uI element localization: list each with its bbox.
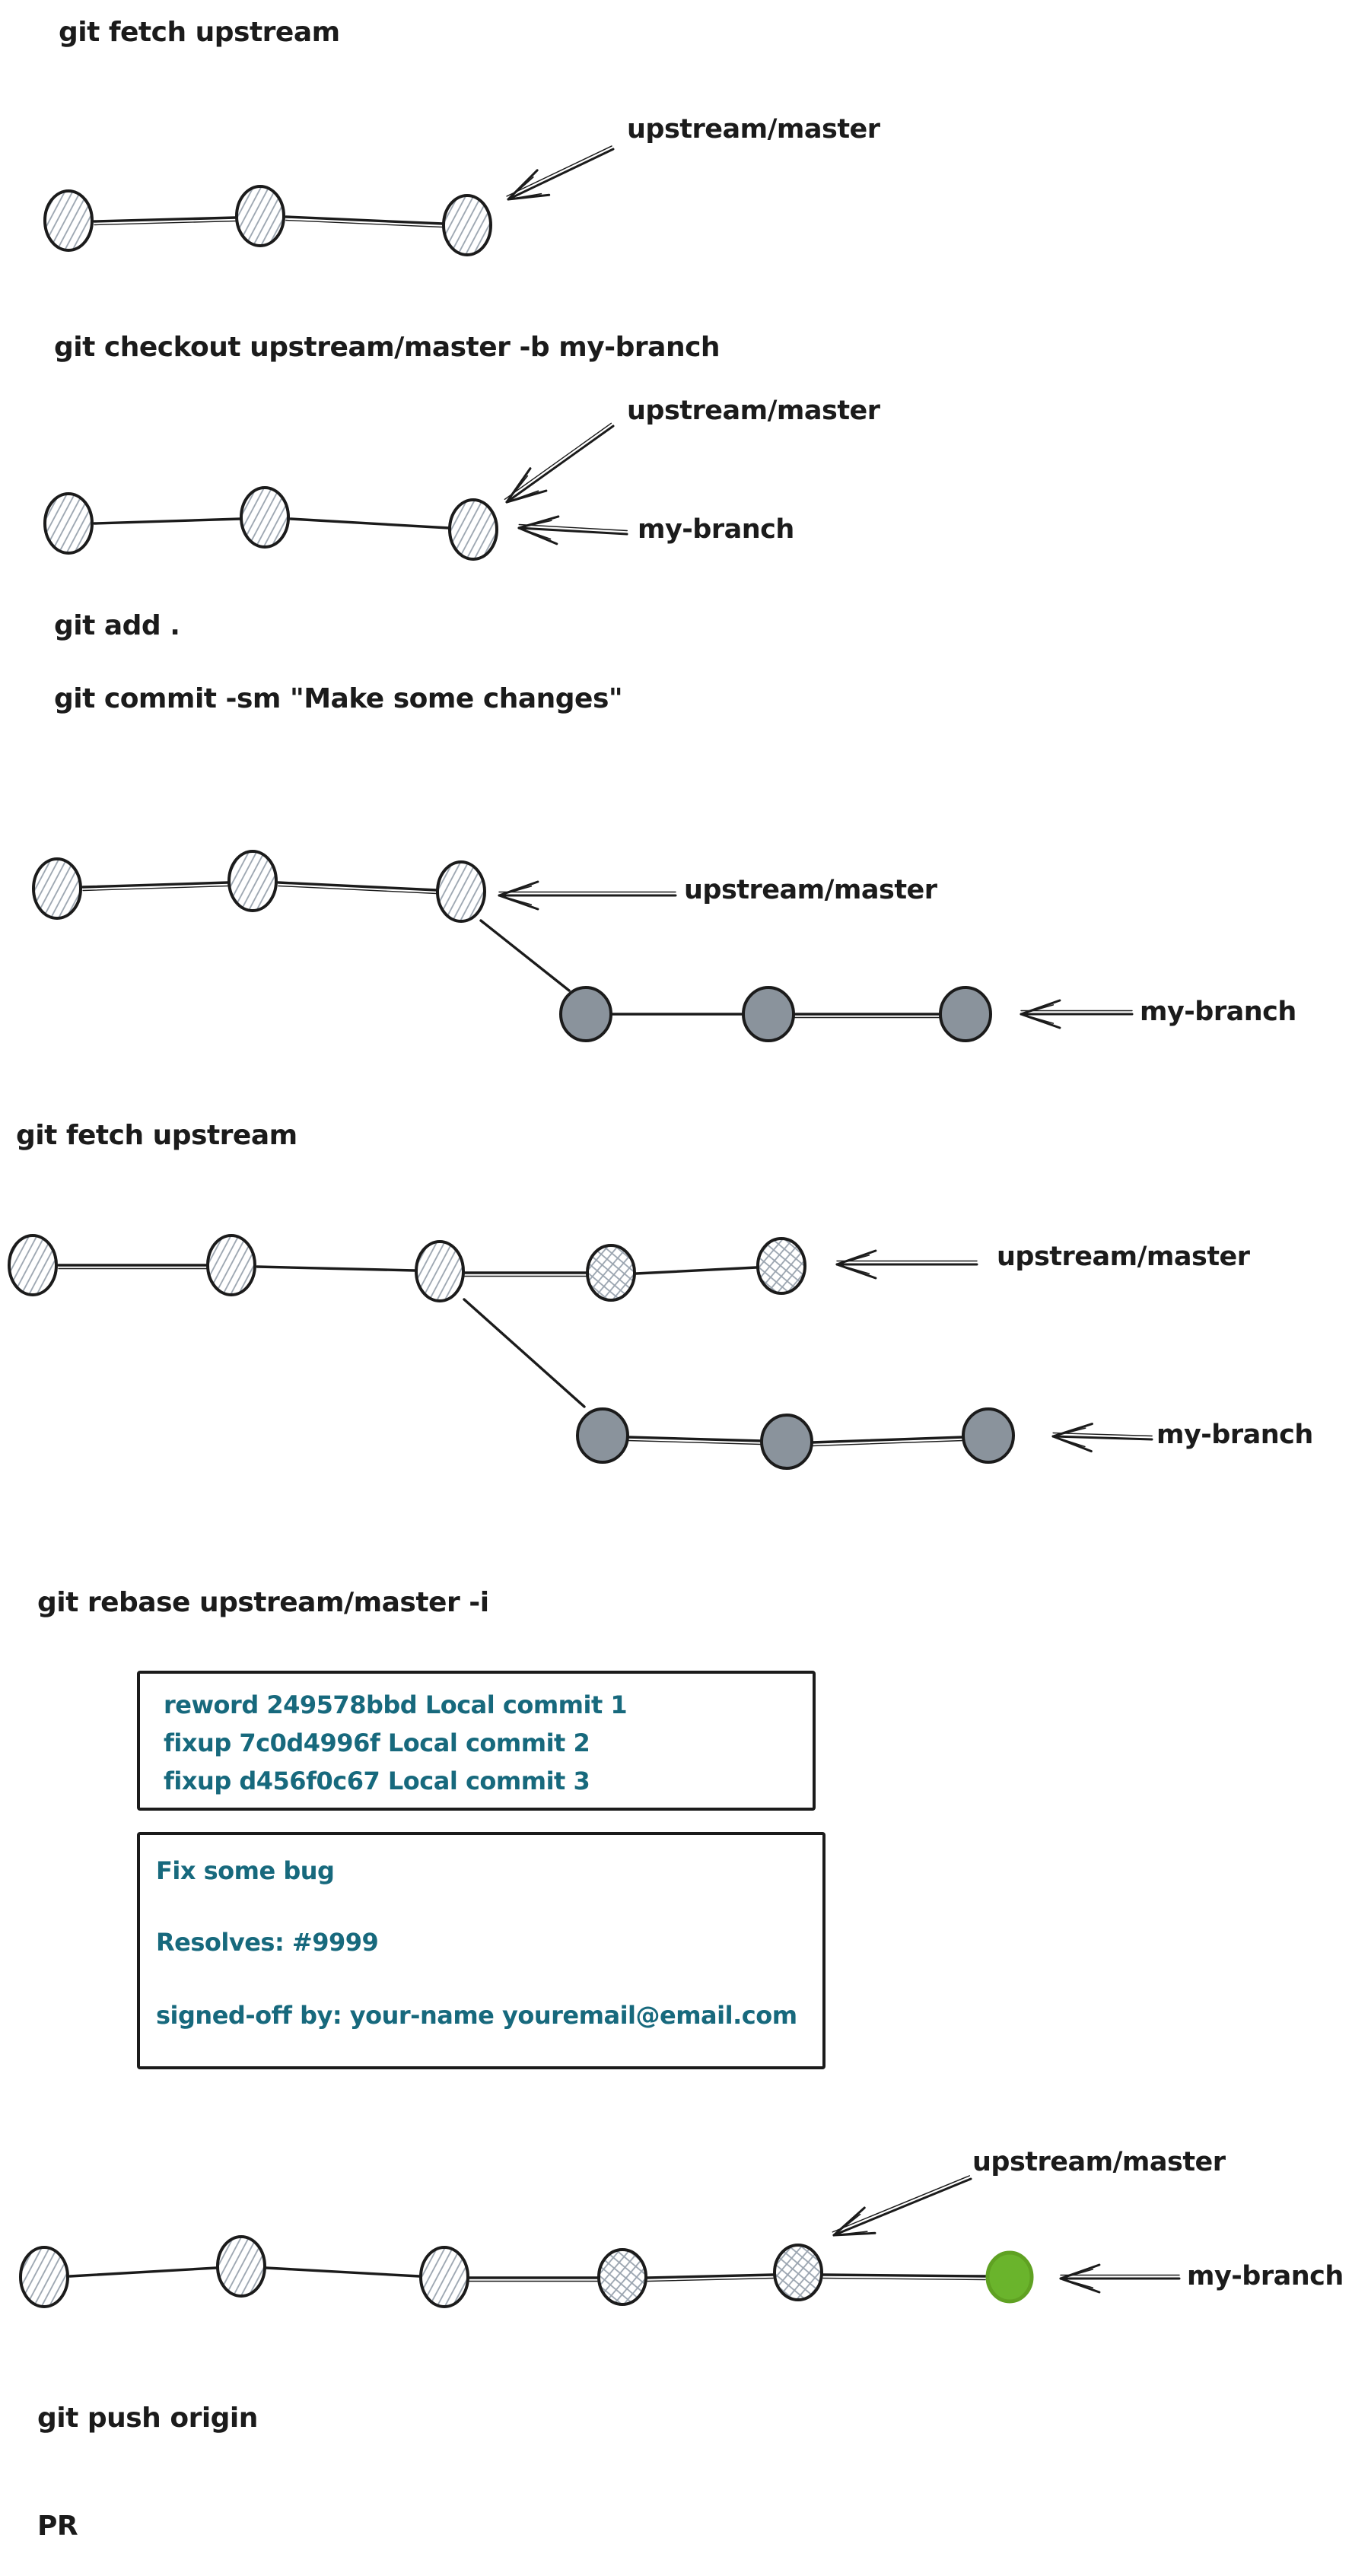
commit-edge <box>266 2268 419 2276</box>
command-git-checkout-branch: git checkout upstream/master -b my-branch <box>54 332 721 363</box>
label-upstream-master-1: upstream/master <box>627 114 880 145</box>
commit-node-local <box>762 1415 812 1468</box>
commit-node-upstream <box>45 494 92 553</box>
pr-label: PR <box>37 2511 78 2542</box>
branch-arrow-shaft <box>504 423 611 499</box>
branch-arrow-head <box>1021 1014 1053 1023</box>
commit-edge <box>291 519 449 528</box>
label-my-branch-4: my-branch <box>1187 2261 1344 2291</box>
commit-node-local <box>743 987 794 1041</box>
branch-arrow-head <box>1061 2269 1093 2279</box>
branch-arrow-head <box>499 886 531 895</box>
commit-node-local <box>940 987 991 1041</box>
branch-arrow-shaft <box>508 149 613 199</box>
branch-arrow-head <box>519 520 552 528</box>
command-git-commit: git commit -sm "Make some changes" <box>54 683 623 714</box>
commit-msg-resolves: Resolves: #9999 <box>156 1928 379 1957</box>
commit-msg-signed-off: signed-off by: your-name youremail@email.com <box>156 2001 797 2030</box>
branch-arrow-head <box>1061 2279 1093 2288</box>
label-upstream-master-4: upstream/master <box>997 1242 1250 1272</box>
commit-node-upstream <box>416 1242 463 1301</box>
commit-node-upstream <box>450 500 497 559</box>
command-git-fetch-upstream-2: git fetch upstream <box>16 1120 297 1151</box>
commit-edge <box>286 217 443 224</box>
commit-node-fetched <box>758 1239 805 1293</box>
commit-msg-subject: Fix some bug <box>156 1856 335 1885</box>
branch-arrow-shaft <box>1053 1433 1152 1436</box>
commit-edge <box>628 1437 762 1441</box>
commit-node-upstream <box>45 191 92 250</box>
branch-arrow-shaft <box>832 2176 969 2232</box>
commit-node-upstream <box>229 851 276 911</box>
label-upstream-master-5: upstream/master <box>972 2147 1226 2177</box>
commit-edge <box>257 1267 415 1271</box>
commit-edge <box>481 921 569 991</box>
label-my-branch-2: my-branch <box>1140 997 1296 1027</box>
commit-edge <box>94 519 240 523</box>
commit-node-local <box>561 987 611 1041</box>
branch-arrow-shaft <box>1053 1436 1152 1439</box>
commit-edge <box>278 883 437 890</box>
rebase-todo-line-2: fixup 7c0d4996f Local commit 2 <box>164 1728 590 1757</box>
command-git-add: git add . <box>54 610 180 641</box>
commit-node-upstream <box>237 186 284 246</box>
label-upstream-master-2: upstream/master <box>627 396 880 426</box>
label-my-branch-3: my-branch <box>1156 1420 1313 1450</box>
commit-node-local <box>963 1409 1013 1462</box>
commit-node-fetched <box>587 1245 635 1300</box>
commit-node-upstream <box>437 862 485 921</box>
commit-edge <box>823 2275 985 2276</box>
commit-node-local <box>577 1409 628 1462</box>
branch-arrow-head <box>499 895 531 905</box>
commit-edge <box>823 2278 985 2279</box>
branch-arrow-shaft <box>507 426 613 502</box>
commit-edge <box>636 1267 756 1274</box>
command-git-push-origin: git push origin <box>37 2403 258 2434</box>
commit-node-upstream <box>208 1236 255 1295</box>
commit-node-upstream <box>21 2247 68 2307</box>
commit-node-upstream <box>33 859 81 918</box>
label-my-branch-1: my-branch <box>638 514 794 545</box>
branch-arrow-head <box>837 1255 869 1264</box>
commit-node-upstream <box>421 2247 468 2307</box>
commit-node-fetched <box>599 2250 646 2304</box>
rebase-todo-line-3: fixup d456f0c67 Local commit 3 <box>164 1767 590 1795</box>
command-git-fetch-upstream: git fetch upstream <box>59 17 340 48</box>
branch-arrow-head <box>1053 1428 1086 1436</box>
label-upstream-master-3: upstream/master <box>684 875 937 905</box>
branch-arrow-head <box>837 1264 869 1274</box>
command-git-rebase: git rebase upstream/master -i <box>37 1587 489 1618</box>
commit-node-upstream <box>444 196 491 255</box>
commit-edge <box>70 2268 216 2276</box>
commit-node-fetched <box>775 2245 822 2300</box>
branch-arrow-head <box>1021 1005 1053 1014</box>
commit-node-upstream <box>241 488 288 547</box>
commit-edge <box>647 2275 773 2278</box>
rebase-todo-line-1: reword 249578bbd Local commit 1 <box>164 1690 628 1719</box>
commit-edge <box>94 218 236 221</box>
branch-arrow-shaft <box>507 146 612 196</box>
commit-node-upstream <box>9 1236 56 1295</box>
branch-arrow-shaft <box>834 2179 971 2235</box>
commit-edge <box>647 2278 773 2281</box>
commit-node-upstream <box>218 2237 265 2296</box>
commit-node-rebased <box>988 2253 1032 2301</box>
commit-edge <box>464 1299 584 1407</box>
